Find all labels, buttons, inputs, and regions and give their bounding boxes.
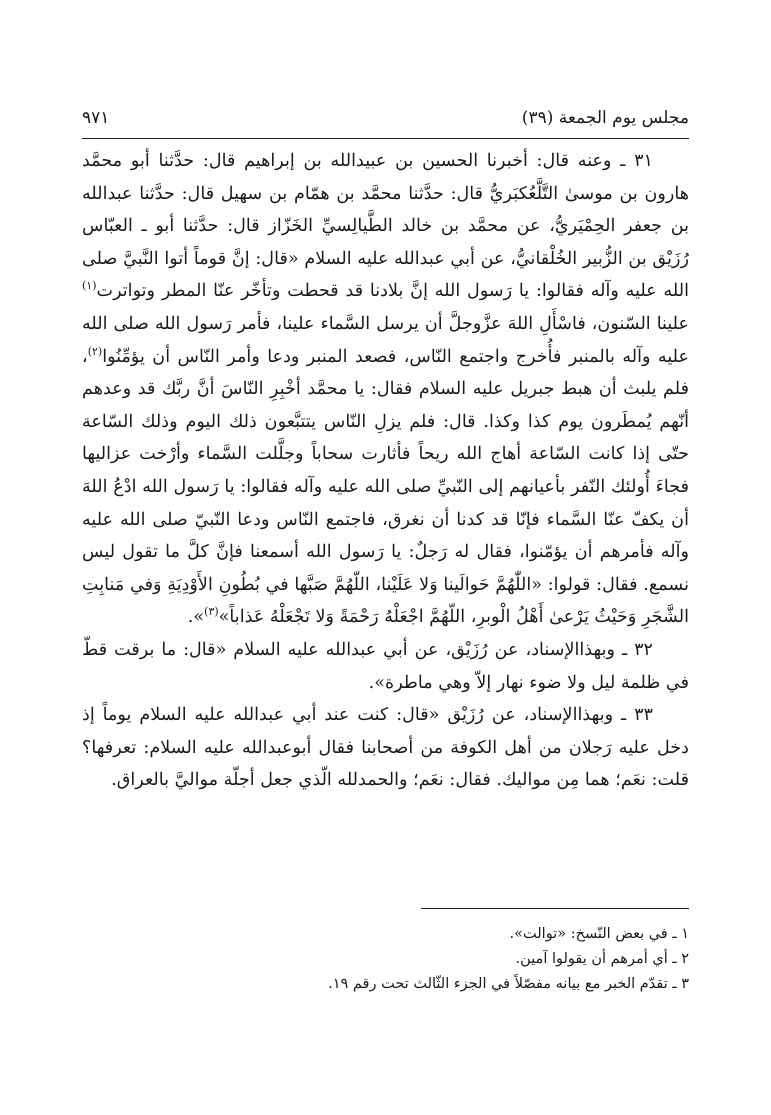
hadith-31-text-b: علينا السّنون، فاسْأَلِ اللهَ عزَّوجلَّ أن يرسل السَّماء علينا، فأمر رَسول الله صلى الله عليه وآله بالمنبر فأُخرج واجتمع النّاس، فصعد المنبر ودعا وأمر النّاس أن يؤمِّنُوا	[82, 313, 689, 367]
footnotes	[300, 922, 689, 997]
footnote-3: ٣ ـ تقدّم الخبر مع بيانه مفصّلاً في الجزء الثّالث تحت رقم ١٩.	[328, 976, 689, 992]
footnote-ref-3[interactable]: (٣)	[204, 605, 219, 619]
page-header	[82, 108, 689, 136]
chapter-title: مجلس يوم الجمعة (٣٩)	[521, 108, 689, 128]
hadith-31	[82, 145, 689, 634]
main-text	[82, 145, 689, 797]
footnote-1: ١ ـ في بعض النّسخ: «توالت».	[509, 926, 689, 942]
hadith-32: ٣٢ ـ وبهذاالإسناد، عن رُزَيْق، عن أبي عبدالله عليه السلام «قال: ما برقت قطّ في ظلمة ليل ولا ضوء نهار إلاّ وهي ماطرة».	[82, 639, 689, 693]
footnote-ref-2[interactable]: (٢)	[87, 344, 103, 358]
footnote-ref-1[interactable]: (١)	[82, 279, 97, 293]
footnote-2: ٢ ـ أي أمرهم أن يقولوا آمين.	[515, 951, 689, 967]
hadith-33: ٣٣ ـ وبهذاالإسناد، عن رُزَيْق «قال: كنت عند أبي عبدالله عليه السلام يوماً إذ دخل عليه رَجلان من أهل الكوفة من أصحابنا فقال أبوعبدالله عليه السلام: تعرفها؟ قلت: نعَم؛ هما مِن مواليك. فقال: نعَم؛ والحمدلله الّذي جعل أجلّة مواليَّ بالعراق.	[82, 705, 689, 791]
header-divider	[82, 138, 689, 139]
hadith-31-text-c: ، فلم يلبث أن هبط جبريل عليه السلام فقال: يا محمَّد أخْبِرِ النّاسَ أنَّ ربَّك قد وعدهم أنّهم يُمطَرون يوم كذا وكذا. قال: فلم يزلِ النّاس يتتبَّعون ذلك اليوم وذلك السّاعة حتّى إذا كانت السّاعة أهاج الله ريحاً فأثارت سحاباً وجلَّلت السَّماء وأرْخت عزاليها فجاءَ أُولئك النّفر بأعيانهم إلى النّبيِّ صلى الله عليه وآله فقالوا: يا رَسول الله ادْعُ اللهَ أن يكفّ عنّا السَّماء فإنّا قد كدنا أن نغرق، فاجتمع النّاس ودعا النّبيّ صلى الله عليه وآله فأمرهم أن يؤمّنوا، فقال له رَجلٌ: يا رَسول الله أسمعنا فإنَّ كلَّ ما تقول ليس نسمع. فقال: قولوا: «اللّٰهُمَّ حَوالَينا وَلا عَلَيْنا، اللّهُمَّ صَبَّها في بُطُونِ الأَوْدِيَةِ وَفي مَنابِتِ الشَّجَرِ وَحَيْثُ يَرْعىٰ أَهْلُ الْوبرِ، اللّهُمَّ اجْعَلْهُ رَحْمَةً وَلا تَجْعَلْهُ عَذاباً»	[82, 346, 689, 628]
hadith-31-text-d: ».	[187, 607, 205, 628]
hadith-31-text: ٣١ ـ وعنه قال: أخبرنا الحسين بن عبيدالله بن إبراهيم قال: حدَّثنا أبو محمَّد هارون بن موسىٰ التَّلَّعُكبَريُّ قال: حدَّثنا محمَّد بن همّام بن سهيل قال: حدَّثنا عبدالله بن جعفر الحِمْيَريُّ، عن محمَّد بن خالد الطَّيالِسيِّ الخَزّاز قال: حدَّثنا أبو ـ العبّاس رُزَيْق بن الزُّبير الخُلْقانيُّ، عن أبي عبدالله عليه السلام «قال: إنَّ قوماً أتوا النَّبيَّ صلى الله عليه وآله فقالوا: يا رَسول الله إنَّ بلادنا قد قحطت وتأخّر عنّا المطر وتواترت	[82, 151, 689, 302]
page-number: ٩٧١	[82, 108, 110, 128]
footnote-divider	[421, 908, 689, 909]
